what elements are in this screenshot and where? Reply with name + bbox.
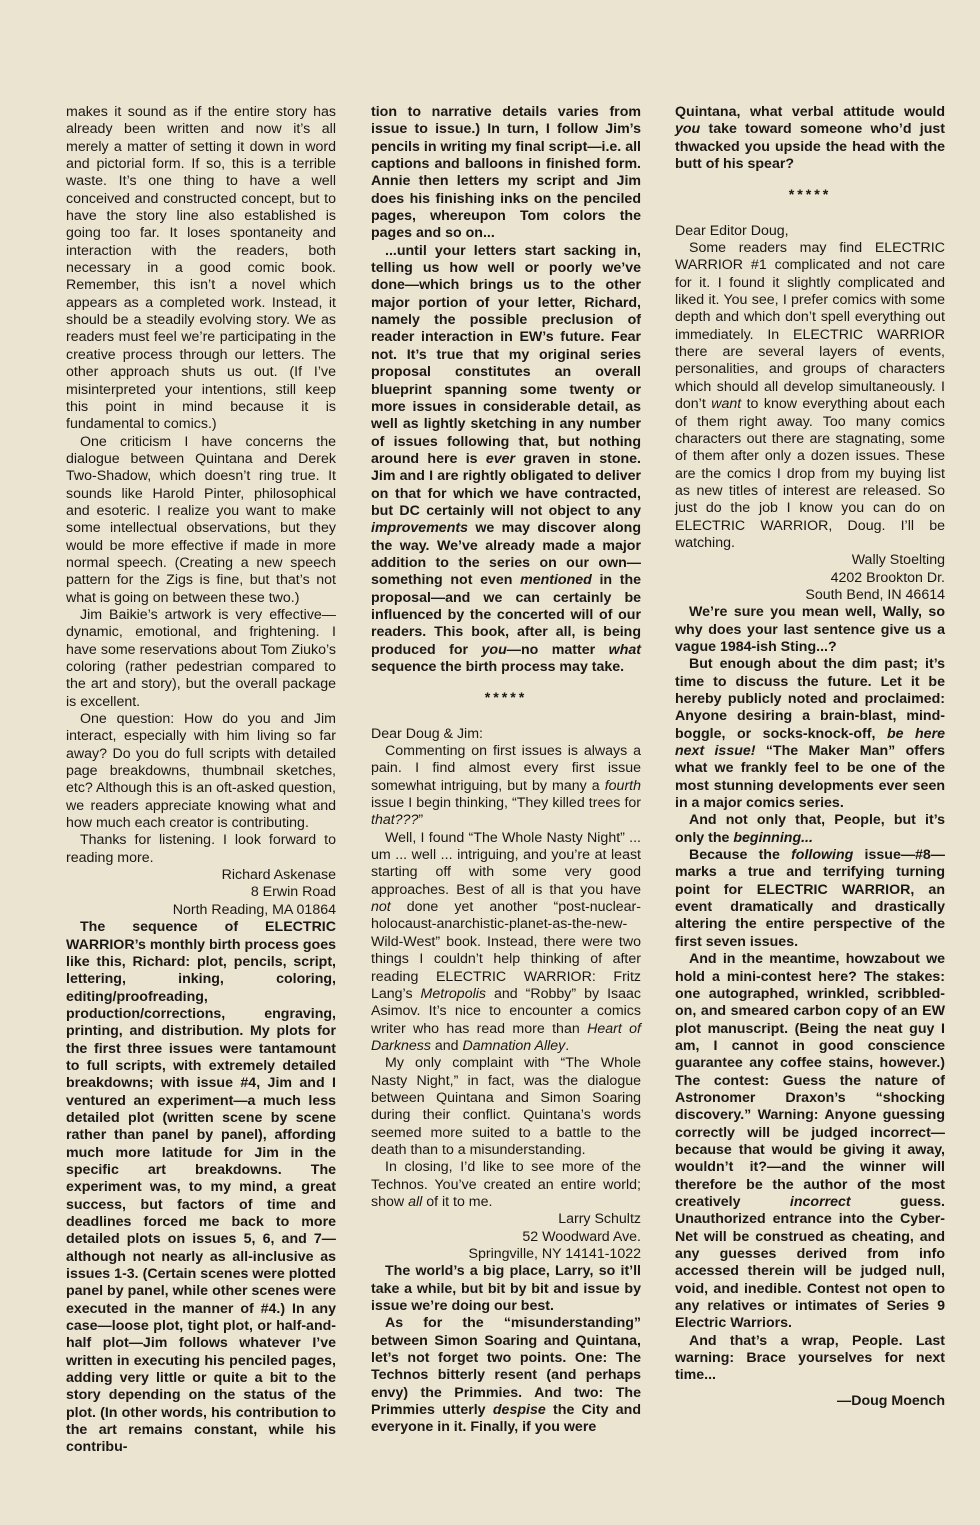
letter-paragraph: One question: How do you and Jim interact, especially with him living so far away? Do you do full scripts with detailed page breakdowns, thumbnail sketches, etc? Although this is an oft-asked question, we readers appreciate knowing what and how much each creator is contributing. xyxy=(66,711,336,832)
signature-name: Richard Askenase xyxy=(221,867,336,884)
signature-street: 4202 Brookton Dr. xyxy=(830,569,945,586)
signature-city: Springville, NY 14141-1022 xyxy=(468,1246,641,1262)
signature-name: Larry Schultz xyxy=(558,1211,641,1228)
signature-name: Wally Stoelting xyxy=(851,552,945,569)
column-2 xyxy=(371,104,641,1437)
column-3 xyxy=(675,104,945,1410)
section-divider: ***** xyxy=(484,690,528,707)
letter-paragraph: Commenting on first issues is always a pain. I find almost every first issue somewhat intriguing, but by many a fourth issue I begin thinking, “They killed trees for that???” xyxy=(371,743,641,829)
signature-street: 52 Woodward Ave. xyxy=(522,1228,641,1245)
signature-city: South Bend, IN 46614 xyxy=(805,586,945,603)
editor-reply: And not only that, People, but it’s only the beginning... xyxy=(675,812,945,846)
section-divider: ***** xyxy=(788,187,832,204)
signature-street: 8 Erwin Road xyxy=(250,884,336,901)
editor-reply: The sequence of ELECTRIC WARRIOR’s monthly birth process goes like this, Richard: plot, pencils, script, lettering, inking, coloring, editing/proofreading, production/corrections, engraving, printing, and distribution. My plots for the first three issues were tantamount to full scripts, with extremely detailed breakdowns; with issue #4, Jim and I ventured an experiment—a much less detailed plot (written scene by scene rather than panel by panel), affording much more latitude for Jim in the specific art breakdowns. The experiment was, to my mind, a great success, but factors of time and deadlines forced me back to more detailed plots on issues 5, 6, and 7—although not nearly as all-inclusive as issues 1-3. (Certain scenes were plotted panel by panel, while other scenes were executed in the manner of #4.) In any case—loose plot, tight plot, or half-and-half plot—Jim follows whatever I’ve written in executing his penciled pages, adding very little or quite a bit to the story depending on the status of the plot. (In other words, his contribution to the art remains constant, while his contribu- xyxy=(66,919,336,1456)
editor-signoff: —Doug Moench xyxy=(837,1392,945,1409)
editor-reply: Because the following issue—#8—marks a true and terrifying turning point for ELECTRIC WARRIOR, an event dramatically and drastically altering the entire perspective of the first seven issues. xyxy=(675,847,945,950)
editor-reply: The world’s a big place, Larry, so it’ll take a while, but bit by bit and issue by issue we’re doing our best. xyxy=(371,1263,641,1315)
editor-reply: tion to narrative details varies from issue to issue.) In turn, I follow Jim’s pencils in writing my final script—i.e. all captions and balloons in finished form. Annie then letters my script and Jim does his finishing inks on the penciled pages, whereupon Tom colors the pages and so on... xyxy=(371,104,641,242)
editor-reply: And that’s a wrap, People. Last warning: Brace yourselves for next time... xyxy=(675,1332,945,1384)
letter-paragraph: Jim Baikie’s artwork is very effective—dynamic, emotional, and frightening. I have some reservations about Tom Ziuko’s coloring (rather pedestrian compared to the art and story), but the overall package is excellent. xyxy=(66,606,336,710)
letter-paragraph: Thanks for listening. I look forward to reading more. xyxy=(66,832,336,866)
editor-reply: As for the “misunderstanding” between Simon Soaring and Quintana, let’s not forget two points. One: The Technos bitterly resent (and perhaps envy) the Primmies. And two: The Primmies utterly despise the City and everyone in it. Finally, if you were xyxy=(371,1315,642,1436)
editor-reply: But enough about the dim past; it’s time to discuss the future. Let it be hereby publicly noted and proclaimed: Anyone desiring a brain-blast, mind-boggle, or socks-knock-off, be here next issue! “The Maker Man” offers what we frankly feel to be one of the most stunning developments ever seen in a major comics series. xyxy=(675,656,945,812)
editor-reply: We’re sure you mean well, Wally, so why does your last sentence give us a vague 1984-ish Sting...? xyxy=(675,604,945,655)
editor-reply: And in the meantime, howzabout we hold a mini-contest here? The stakes: one autographed, wrinkled, scribbled-on, and smeared carbon copy of an EW plot manuscript. (Being the neat guy I am, I cannot in good conscience guarantee any coffee stains, however.) The contest: Guess the nature of Astronomer Draxon’s “shocking discovery.” Warning: Anyone guessing correctly will be judged incorrect—because that would be giving it away, wouldn’t it?—and the winner will therefore be the author of the most creatively incorrect guess. Unauthorized entrance into the Cyber-Net will be construed as cheating, and any guesses derived from info accessed therein will be judged null, void, and inedible. Contest not open to any relatives or intimates of Series 9 Electric Warriors. xyxy=(675,951,945,1332)
signature-city: North Reading, MA 01864 xyxy=(172,901,336,918)
letter-paragraph: One criticism I have concerns the dialogue between Quintana and Derek Two-Shadow, which doesn’t ring true. It sounds like Harold Pinter, philosophical and esoteric. I realize you want to make some intellectual observations, but they would be more effective if made in more normal speech. (Creating a new speech pattern for the Zigs is fine, but that’s not what is going on between these two.) xyxy=(66,433,336,606)
editor-reply: ...until your letters start sacking in, telling us how well or poorly we’ve done—which brings us to the other major portion of your letter, Richard, namely the possible preclusion of reader interaction in EW’s future. Fear not. It’s true that my original series proposal constitutes an overall blueprint spanning some twenty or more issues in considerable detail, as well as lightly sketching in any number of issues following that, but nothing around here is ever graven in stone. Jim and I are rightly obligated to deliver on that for which we have contracted, but DC certainly will not object to any improvements we may discover along the way. We’ve already made a major addition to the series on our own—something not even mentioned in the proposal—and we can certainly be influenced by the concerted will of our readers. This book, after all, is being produced for you—no matter what sequence the birth process may take. xyxy=(371,242,641,675)
letter-paragraph: Well, I found “The Whole Nasty Night” ... um ... well ... intriguing, and you’re at least starting off with some very good approaches. Best of all is that you have not done yet another “post-nuclear-holocaust-anarchistic-planet-as-the-new-Wild-West” book. Instead, there were two things I couldn’t help thinking of after reading ELECTRIC WARRIOR: Fritz Lang’s Metropolis and “Robby” by Isaac Asimov. It’s nice to encounter a comics writer who has read more than Heart of Darkness and Damnation Alley. xyxy=(371,829,641,1054)
letter-paragraph: My only complaint with “The Whole Nasty Night,” in fact, was the dialogue between Quintana and Simon Soaring during their conflict. Quintana’s words seemed more suited to a battle to the death than to a misunderstanding. xyxy=(371,1055,641,1158)
letter-paragraph: Some readers may find ELECTRIC WARRIOR #1 complicated and not care for it. I found it slightly complicated and liked it. You see, I prefer comics with some depth and which don’t spell everything out immediately. In ELECTRIC WARRIOR there are several layers of events, personalities, and groups of characters which should all develop simultaneously. I don’t want to know everything about each of them right away. Too many comics characters out there are stagnating, some of them after only a dozen issues. These are the comics I drop from my buying list as new titles of interest are released. So just do the job I know you can do on ELECTRIC WARRIOR, Doug. I’ll be watching. xyxy=(675,240,945,551)
salutation: Dear Doug & Jim: xyxy=(371,725,483,742)
editor-reply: Quintana, what verbal attitude would you take toward someone who’d just thwacked you upside the head with the butt of his spear? xyxy=(675,104,945,173)
column-1 xyxy=(66,104,336,1457)
letter-paragraph: makes it sound as if the entire story has already been written and now it’s all merely a matter of setting it down in word and pictorial form. If so, this is a terrible waste. It’s one thing to have a well conceived and constructed concept, but to have the story line also established is going too far. It loses spontaneity and interaction with the readers, both necessary in a good comic book. Remember, this isn’t a novel which appears as a completed work. Instead, it should be a steadily evolving story. We as readers must feel we’re participating in the creative process through our letters. The other approach shuts us out. (If I’ve misinterpreted your intentions, still keep this point in mind because it is fundamental to comics.) xyxy=(66,104,336,433)
letter-paragraph: In closing, I’d like to see more of the Technos. You’ve created an entire world; show all of it to me. xyxy=(371,1159,641,1210)
salutation: Dear Editor Doug, xyxy=(675,222,789,239)
